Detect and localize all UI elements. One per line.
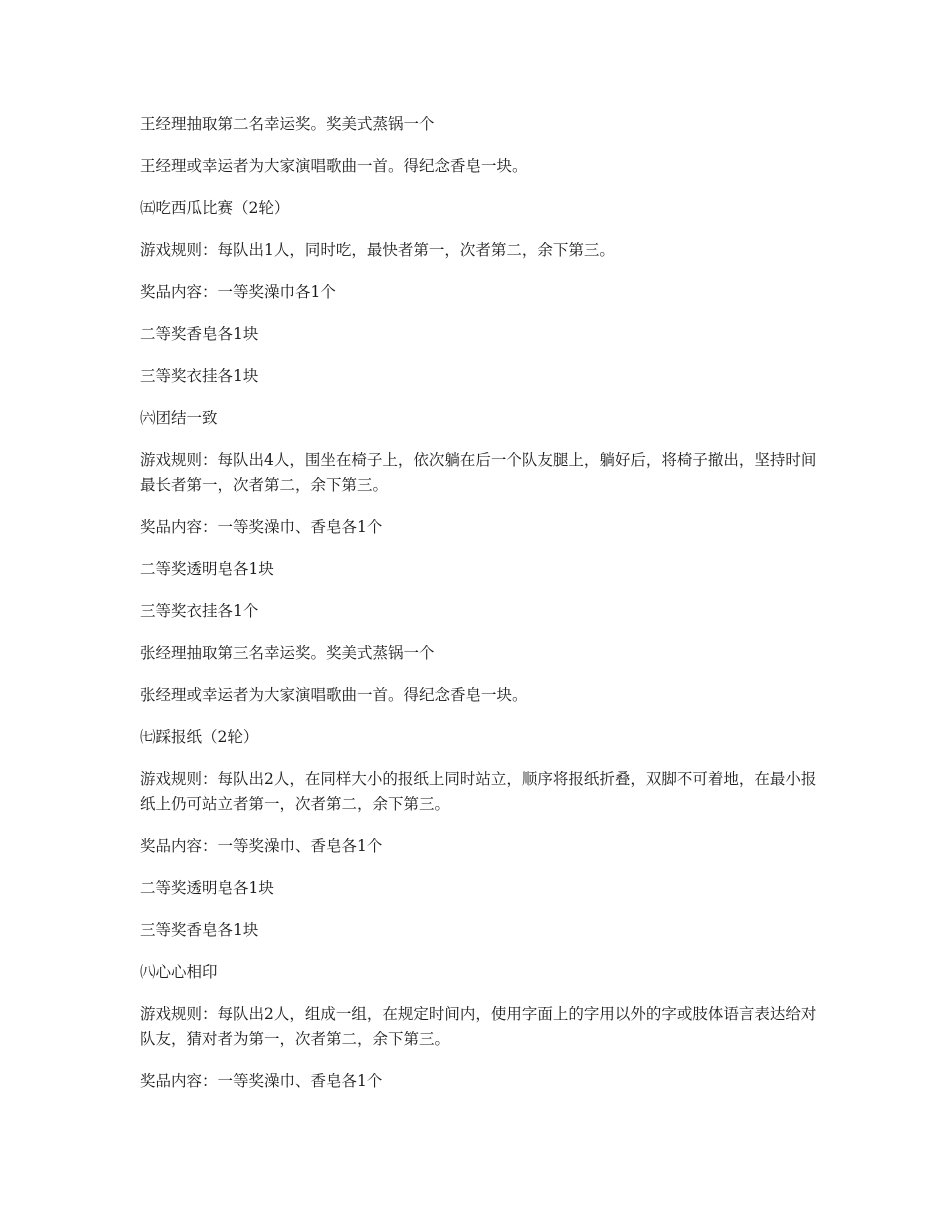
paragraph: 王经理抽取第二名幸运奖。奖美式蒸锅一个 — [140, 115, 435, 133]
section-heading: ㈧心心相印 — [140, 963, 218, 981]
paragraph: 王经理或幸运者为大家演唱歌曲一首。得纪念香皂一块。 — [140, 157, 528, 175]
prize-second: 二等奖香皂各1块 — [140, 325, 259, 343]
section-heading: ㈥团结一致 — [140, 409, 218, 427]
game-rules: 游戏规则：每队出1人，同时吃，最快者第一，次者第二，余下第三。 — [140, 241, 615, 259]
prize-second: 二等奖透明皂各1块 — [140, 560, 274, 578]
section-heading: ㈦踩报纸（2轮） — [140, 728, 259, 746]
game-rules: 游戏规则：每队出2人，在同样大小的报纸上同时站立，顺序将报纸折叠，双脚不可着地，在最小报纸上仍可站立者第一，次者第二，余下第三。 — [140, 770, 817, 813]
prize-content: 奖品内容：一等奖澡巾、香皂各1个 — [140, 518, 383, 536]
game-rules: 游戏规则：每队出4人，围坐在椅子上，依次躺在后一个队友腿上，躺好后，将椅子撤出，坚持时间最长者第一，次者第二，余下第三。 — [140, 451, 817, 494]
prize-content: 奖品内容：一等奖澡巾、香皂各1个 — [140, 1072, 383, 1090]
document-page — [140, 112, 820, 1111]
prize-content: 奖品内容：一等奖澡巾、香皂各1个 — [140, 837, 383, 855]
section-heading: ㈤吃西瓜比赛（2轮） — [140, 199, 290, 217]
paragraph: 张经理抽取第三名幸运奖。奖美式蒸锅一个 — [140, 644, 435, 662]
prize-content: 奖品内容：一等奖澡巾各1个 — [140, 283, 336, 301]
prize-third: 三等奖衣挂各1个 — [140, 602, 259, 620]
paragraph: 张经理或幸运者为大家演唱歌曲一首。得纪念香皂一块。 — [140, 686, 528, 704]
prize-second: 二等奖透明皂各1块 — [140, 879, 274, 897]
prize-third: 三等奖衣挂各1块 — [140, 367, 259, 385]
game-rules: 游戏规则：每队出2人，组成一组，在规定时间内，使用字面上的字用以外的字或肢体语言表达给对队友，猜对者为第一，次者第二，余下第三。 — [140, 1005, 817, 1048]
prize-third: 三等奖香皂各1块 — [140, 921, 259, 939]
